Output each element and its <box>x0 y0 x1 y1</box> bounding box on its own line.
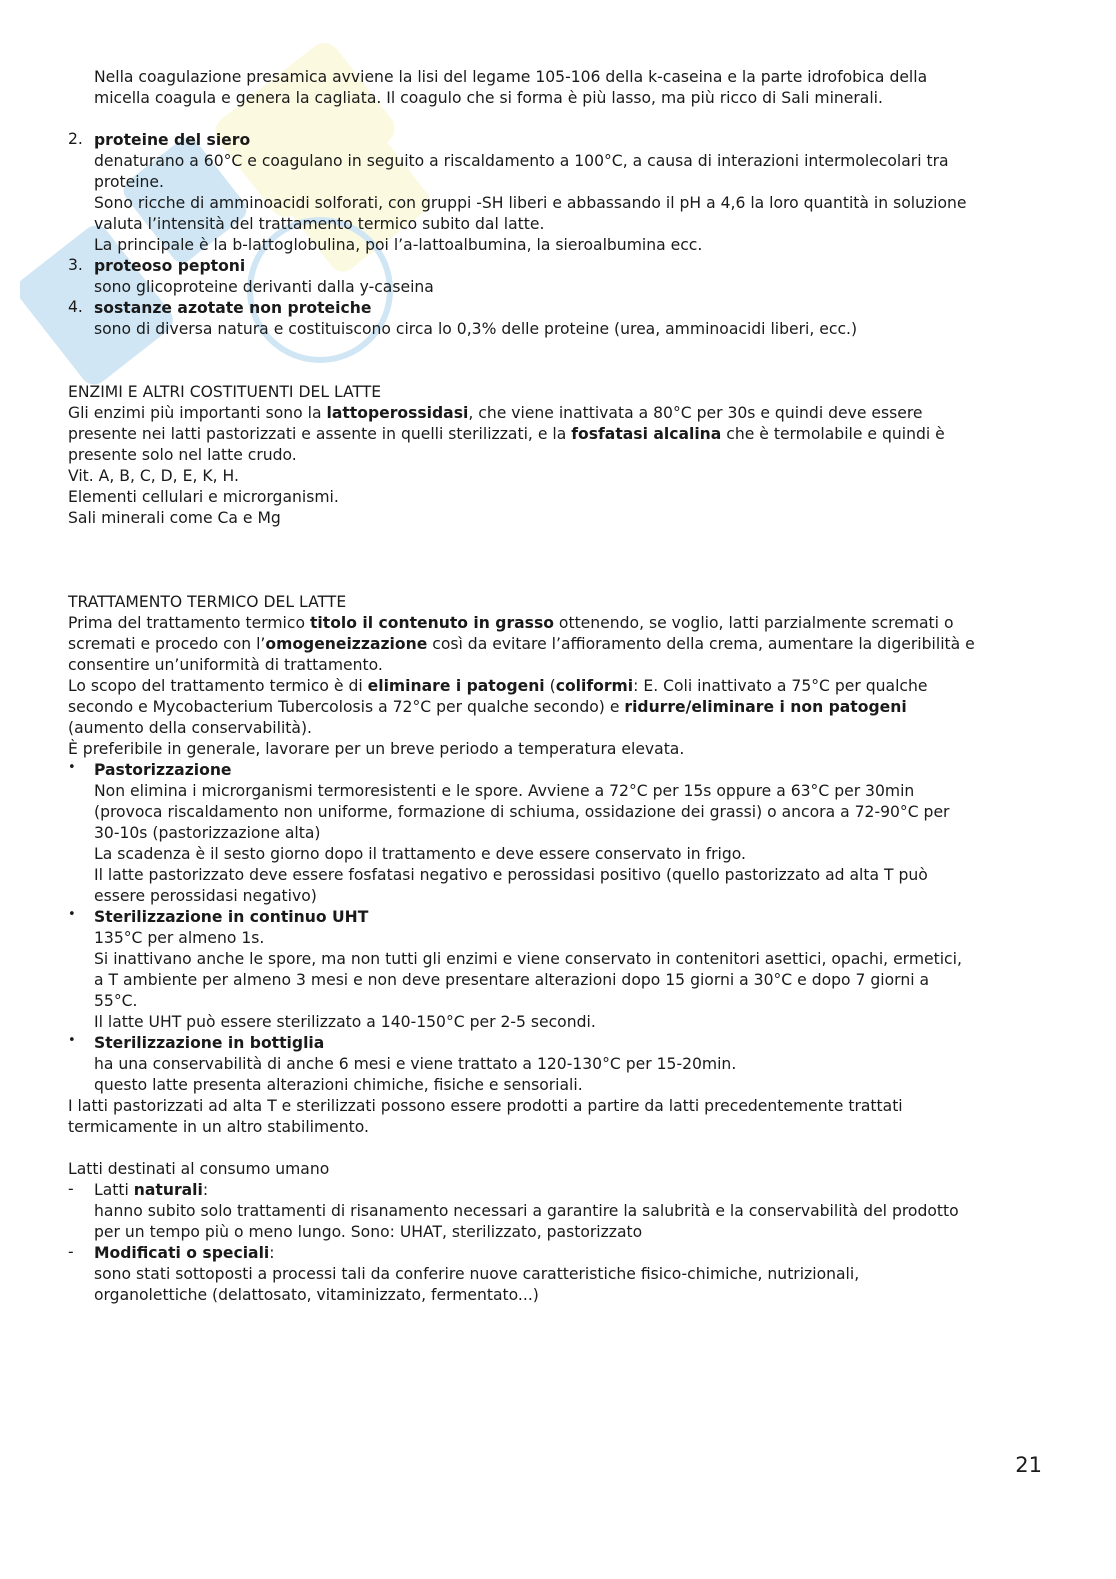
trattamento-closing-1: I latti pastorizzati ad alta T e sterilizzati possono essere prodotti a partire da latti precedentemente trattati <box>68 1097 903 1115</box>
bullet-line: 135°C per almeno 1s. <box>94 929 265 947</box>
bullet-line: La scadenza è il sesto giorno dopo il trattamento e deve essere conservato in frigo. <box>94 845 746 863</box>
trattamento-line-7: È preferibile in generale, lavorare per un breve periodo a temperatura elevata. <box>68 740 685 758</box>
item-title: sostanze azotate non proteiche <box>94 299 372 317</box>
section-heading-latti: Latti destinati al consumo umano <box>68 1160 330 1178</box>
trattamento-line-3: consentire un’uniformità di trattamento. <box>68 656 383 674</box>
bullet-line: Si inattivano anche le spore, ma non tutti gli enzimi e viene conservato in contenitori asettici, opachi, ermetici, <box>94 950 962 968</box>
bullet-title: Pastorizzazione <box>94 761 232 779</box>
item-number: 3. <box>68 256 83 274</box>
bullet-icon: • <box>68 760 76 775</box>
bullet-line: (provoca riscaldamento non uniforme, formazione di schiuma, ossidazione dei grassi) o ancora a 72-90°C per <box>94 803 950 821</box>
bullet-line: Il latte UHT può essere sterilizzato a 140-150°C per 2-5 secondi. <box>94 1013 596 1031</box>
item-line: valuta l’intensità del trattamento termico subito dal latte. <box>94 215 545 233</box>
dash-title: Modificati o speciali: <box>94 1244 275 1262</box>
item-number: 2. <box>68 130 83 148</box>
bullet-line: Il latte pastorizzato deve essere fosfatasi negativo e perossidasi positivo (quello pastorizzato ad alta T può <box>94 866 928 884</box>
numbered-item-proteoso-peptoni <box>68 256 1058 298</box>
bullet-title: Sterilizzazione in bottiglia <box>94 1034 325 1052</box>
dash-line: per un tempo più o meno lungo. Sono: UHAT, sterilizzato, pastorizzato <box>94 1223 643 1241</box>
dash-line: sono stati sottoposti a processi tali da conferire nuove caratteristiche fisico-chimiche, nutrizionali, <box>94 1265 860 1283</box>
item-line: sono di diversa natura e costituiscono circa lo 0,3% delle proteine (urea, amminoacidi liberi, ecc.) <box>94 320 858 338</box>
enzimi-line-1: Gli enzimi più importanti sono la lattoperossidasi, che viene inattivata a 80°C per 30s e quindi deve essere <box>68 404 923 422</box>
item-title: proteine del siero <box>94 131 251 149</box>
enzimi-line-6: Sali minerali come Ca e Mg <box>68 509 281 527</box>
enzimi-line-2: presente nei latti pastorizzati e assente in quelli sterilizzati, e la fosfatasi alcalina che è termolabile e quindi è <box>68 425 945 443</box>
bullet-line: questo latte presenta alterazioni chimiche, fisiche e sensoriali. <box>94 1076 583 1094</box>
section-heading-trattamento: TRATTAMENTO TERMICO DEL LATTE <box>68 593 347 611</box>
bullet-icon: • <box>68 1033 76 1048</box>
intro-line-2: micella coagula e genera la cagliata. Il coagulo che si forma è più lasso, ma più ricco di Sali minerali. <box>94 89 883 107</box>
item-line: sono glicoproteine derivanti dalla y-caseina <box>94 278 434 296</box>
enzimi-line-3: presente solo nel latte crudo. <box>68 446 297 464</box>
trattamento-line-6: (aumento della conservabilità). <box>68 719 312 737</box>
intro-line-1: Nella coagulazione presamica avviene la lisi del legame 105-106 della k-caseina e la parte idrofobica della <box>94 68 928 86</box>
item-title: proteoso peptoni <box>94 257 246 275</box>
bullet-line: Non elimina i microrganismi termoresistenti e le spore. Avviene a 72°C per 15s oppure a 63°C per 30min <box>94 782 915 800</box>
dash-item-naturali <box>68 1180 1058 1243</box>
dash-item-modificati <box>68 1243 1058 1306</box>
bullet-icon: • <box>68 907 76 922</box>
dash-line: organolettiche (delattosato, vitaminizzato, fermentato...) <box>94 1286 539 1304</box>
trattamento-line-2: scremati e procedo con l’omogeneizzazione così da evitare l’affioramento della crema, aumentare la digeribilità e <box>68 635 975 653</box>
bullet-item-pastorizzazione <box>68 760 1058 907</box>
bullet-line: ha una conservabilità di anche 6 mesi e viene trattato a 120-130°C per 15-20min. <box>94 1055 737 1073</box>
item-line: denaturano a 60°C e coagulano in seguito a riscaldamento a 100°C, a causa di interazioni intermolecolari tra <box>94 152 949 170</box>
item-line: Sono ricche di amminoacidi solforati, con gruppi -SH liberi e abbassando il pH a 4,6 la loro quantità in soluzione <box>94 194 967 212</box>
enzimi-line-4: Vit. A, B, C, D, E, K, H. <box>68 467 239 485</box>
bullet-title: Sterilizzazione in continuo UHT <box>94 908 369 926</box>
enzimi-line-5: Elementi cellulari e microrganismi. <box>68 488 339 506</box>
item-number: 4. <box>68 298 83 316</box>
item-line: proteine. <box>94 173 164 191</box>
numbered-item-sostanze-azotate <box>68 298 1058 340</box>
dash-marker: - <box>68 1180 74 1198</box>
dash-marker: - <box>68 1243 74 1261</box>
item-line: La principale è la b-lattoglobulina, poi l’a-lattoalbumina, la sieroalbumina ecc. <box>94 236 703 254</box>
dash-title: Latti naturali: <box>94 1181 209 1199</box>
bullet-line: 30-10s (pastorizzazione alta) <box>94 824 321 842</box>
dash-line: hanno subito solo trattamenti di risanamento necessari a garantire la salubrità e la conservabilità del prodotto <box>94 1202 959 1220</box>
section-heading-enzimi: ENZIMI E ALTRI COSTITUENTI DEL LATTE <box>68 383 382 401</box>
trattamento-line-5: secondo e Mycobacterium Tubercolosis a 72°C per qualche secondo) e ridurre/eliminare i non patogeni <box>68 698 907 716</box>
bullet-item-bottiglia <box>68 1033 1058 1096</box>
numbered-item-proteine-siero <box>68 130 1058 256</box>
trattamento-closing-2: termicamente in un altro stabilimento. <box>68 1118 369 1136</box>
page-number: 21 <box>1015 1453 1042 1477</box>
trattamento-line-1: Prima del trattamento termico titolo il contenuto in grasso ottenendo, se voglio, latti parzialmente scremati o <box>68 614 954 632</box>
bullet-line: a T ambiente per almeno 3 mesi e non deve presentare alterazioni dopo 15 giorni a 30°C e dopo 7 giorni a <box>94 971 930 989</box>
bullet-line: 55°C. <box>94 992 138 1010</box>
bullet-item-uht <box>68 907 1058 1033</box>
bullet-line: essere perossidasi negativo) <box>94 887 317 905</box>
document-page <box>68 67 1058 1306</box>
trattamento-line-4: Lo scopo del trattamento termico è di eliminare i patogeni (coliformi: E. Coli inattivato a 75°C per qualche <box>68 677 928 695</box>
